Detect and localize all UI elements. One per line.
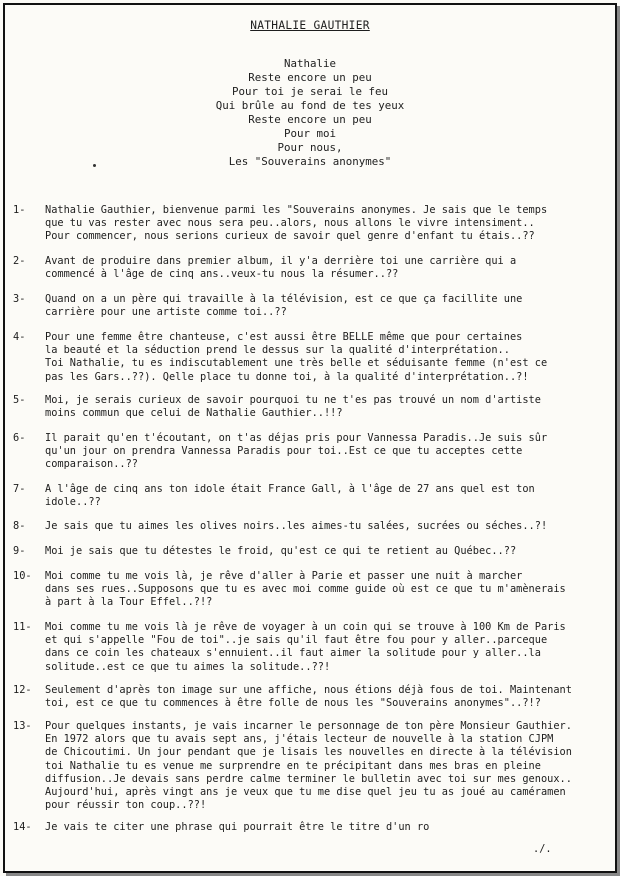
question-line: Il parait qu'en t'écoutant, on t'as déjas pris pour Vannessa Paradis..Je suis sûr	[45, 432, 548, 444]
poem-line: Qui brûle au fond de tes yeux	[215, 99, 405, 112]
question-number: 10-	[13, 570, 32, 582]
question-line: la beauté et la séduction prend le dessus sur la qualité d'interprétation..	[45, 344, 510, 357]
question-line: Moi, je serais curieux de savoir pourquoi tu ne t'es pas trouvé un nom d'artiste	[45, 394, 541, 406]
question-number: 2-	[13, 255, 26, 267]
poem-line: Les "Souverains anonymes"	[228, 155, 392, 168]
question-line: toi, est ce que tu commences à être folle de nous les "Souverains anonymes"..?!?	[45, 697, 541, 710]
poem-line: Nathalie	[283, 57, 336, 70]
question-line: pour réussir ton coup..??!	[45, 799, 207, 812]
question-number: 13-	[13, 720, 32, 732]
question-line: et qui s'appelle "Fou de toi"..je sais qu'il faut être fou pour y aller..parceque	[45, 634, 548, 647]
question-number: 5-	[13, 394, 26, 406]
question-line: dans ses rues..Supposons que tu es avec moi comme guide où est ce que tu m'amènerais	[45, 583, 566, 596]
question-line: Pour quelques instants, je vais incarner le personnage de ton père Monsieur Gauthier.	[45, 720, 572, 732]
question-line: de Chicoutimi. Un jour pendant que je lisais les nouvelles en directe à la télévision	[45, 746, 572, 759]
question-text	[45, 570, 610, 610]
poem-line: Pour toi je serai le feu	[231, 85, 388, 98]
document-page	[3, 3, 617, 873]
question-line: Pour une femme être chanteuse, c'est aussi être BELLE même que pour certaines	[45, 331, 523, 343]
question-line: Quand on a un père qui travaille à la télévision, est ce que ça facillite une	[45, 293, 523, 305]
question-text	[45, 545, 610, 558]
question-line: que tu vas rester avec nous sera peu..alors, nous allons le vivre intensiment..	[45, 217, 535, 230]
question-number: 12-	[13, 684, 32, 696]
question-line: Je sais que tu aimes les olives noirs..les aimes-tu salées, sucrées ou séches..?!	[45, 520, 548, 532]
question-line: En 1972 alors que tu avais sept ans, j'étais lecteur de nouvelle à la station CJPM	[45, 733, 554, 746]
question-line: Nathalie Gauthier, bienvenue parmi les "Souverains anonymes. Je sais que le temps	[45, 204, 548, 216]
question-number: 1-	[13, 204, 26, 216]
question-number: 14-	[13, 821, 32, 833]
question-number: 8-	[13, 520, 26, 532]
question-text	[45, 255, 610, 281]
poem-line: Pour moi	[283, 127, 336, 140]
question-number: 11-	[13, 621, 32, 633]
poem-line: Pour nous,	[277, 141, 343, 154]
question-line: Seulement d'après ton image sur une affiche, nous étions déjà fous de toi. Maintenant	[45, 684, 572, 696]
question-line: moins commun que celui de Nathalie Gauthier..!!?	[45, 407, 343, 420]
question-line: Aujourd'hui, après vingt ans je veux que tu me dise quel jeu tu as joué au caméramen	[45, 786, 566, 799]
question-line: Moi je sais que tu détestes le froid, qu'est ce qui te retient au Québec..??	[45, 545, 517, 557]
continuation-mark: ./.	[533, 843, 552, 855]
question-line: idole..??	[45, 496, 101, 509]
question-text	[45, 684, 610, 710]
question-line: solitude..est ce que tu aimes la solitude..??!	[45, 660, 331, 673]
question-text	[45, 720, 610, 812]
question-line: Avant de produire dans premier album, il y'a derrière toi une carrière qui a	[45, 255, 517, 267]
question-number: 9-	[13, 545, 26, 557]
question-number: 4-	[13, 331, 26, 343]
question-number: 6-	[13, 432, 26, 444]
question-line: Pour commencer, nous serions curieux de savoir quel genre d'enfant tu étais..??	[45, 230, 535, 243]
poem	[5, 57, 615, 169]
question-line: Je vais te citer une phrase qui pourrait être le titre d'un ro	[45, 821, 430, 833]
question-number: 3-	[13, 293, 26, 305]
question-line: Moi comme tu me vois là, je rêve d'aller à Parie et passer une nuit à marcher	[45, 570, 523, 582]
question-text	[45, 821, 610, 834]
question-line: qu'un jour on prendra Vannessa Paradis pour toi..Est ce que tu acceptes cette	[45, 445, 523, 458]
question-text	[45, 204, 610, 244]
question-text	[45, 483, 610, 509]
question-line: toi Nathalie tu es venue me surprendre en te précipitant dans mes bras en pleine	[45, 759, 541, 772]
question-line: carrière pour une artiste comme toi..??	[45, 306, 287, 319]
question-line: à part à la Tour Effel..?!?	[45, 596, 213, 609]
question-text	[45, 621, 610, 674]
question-line: pas les Gars..??). Qelle place tu donne toi, à la qualité d'interprétation..?!	[45, 370, 529, 383]
question-text	[45, 293, 610, 319]
document-title: NATHALIE GAUTHIER	[250, 19, 370, 32]
question-text	[45, 520, 610, 533]
question-line: commencé à l'âge de cinq ans..veux-tu nous la résumer..??	[45, 268, 399, 281]
question-line: diffusion..Je devais sans perdre calme terminer le bulletin avec toi sur mes genoux..	[45, 772, 572, 785]
question-line: Moi comme tu me vois là je rêve de voyager à un coin qui se trouve à 100 Km de Paris	[45, 621, 566, 633]
poem-line: Reste encore un peu	[248, 71, 372, 84]
question-text	[45, 331, 610, 384]
question-text	[45, 432, 610, 472]
question-line: Toi Nathalie, tu es indiscutablement une très belle et séduisante femme (n'est ce	[45, 357, 548, 370]
question-number: 7-	[13, 483, 26, 495]
question-line: dans ce coin les chateaux s'ennuient..il faut aimer la solitude pour y aller..la	[45, 647, 541, 660]
question-text	[45, 394, 610, 420]
poem-line: Reste encore un peu	[248, 113, 372, 126]
question-line: comparaison..??	[45, 458, 138, 471]
ink-dot	[93, 164, 96, 167]
question-line: A l'âge de cinq ans ton idole était France Gall, à l'âge de 27 ans quel est ton	[45, 483, 535, 495]
